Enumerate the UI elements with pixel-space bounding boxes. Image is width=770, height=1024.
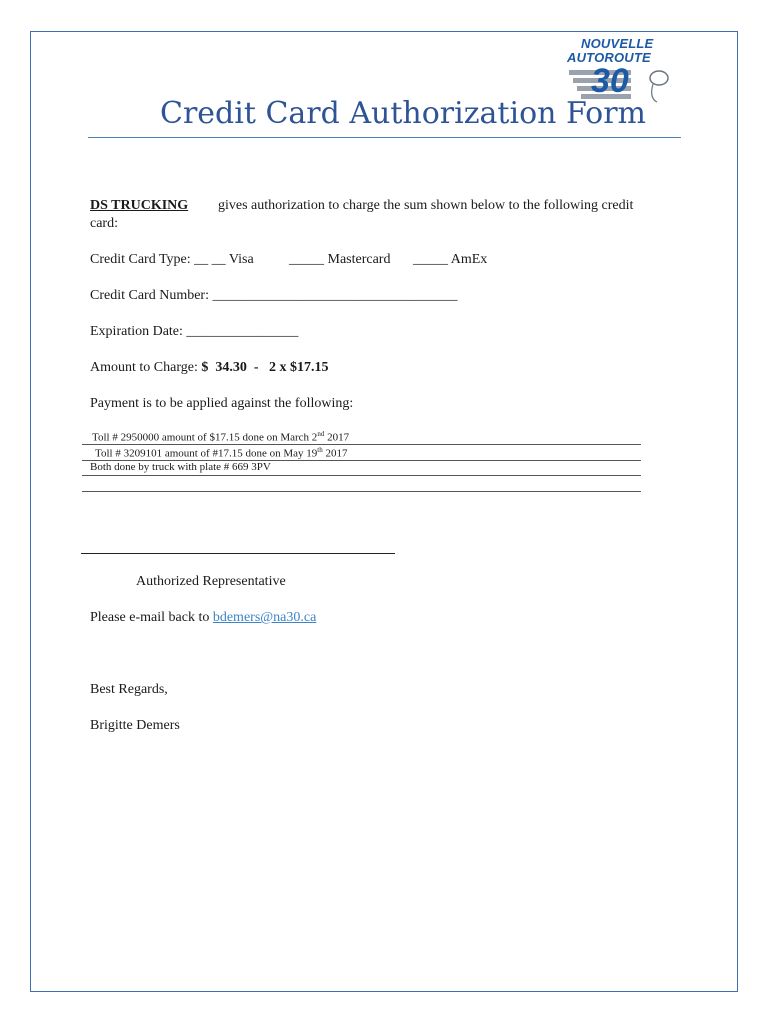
toll-rule-3 [82, 475, 641, 476]
email-row [90, 610, 316, 626]
signature-line [81, 553, 395, 554]
signature-label: Authorized Representative [136, 574, 286, 589]
logo-line2: AUTOROUTE [567, 50, 651, 65]
amount-label: Amount to Charge: [90, 360, 198, 375]
form-title: Credit Card Authorization Form [160, 96, 647, 131]
visa-blank: __ __ [194, 252, 226, 267]
toll-1-suffix: nd [317, 430, 325, 438]
company-name: DS TRUCKING [90, 198, 189, 213]
card-type-label: Credit Card Type: [90, 252, 191, 267]
toll-1-year: 2017 [324, 431, 350, 444]
closing: Best Regards, [90, 682, 168, 697]
toll-rule-4 [82, 491, 641, 492]
card-number-row [90, 288, 457, 304]
expiration-label: Expiration Date: [90, 324, 183, 339]
toll-line-3: Both done by truck with plate # 669 3PV [90, 461, 271, 473]
card-type-row [90, 252, 254, 268]
toll-2-year: 2017 [322, 447, 348, 460]
mastercard-blank: _____ [289, 252, 324, 267]
toll-line-2 [95, 446, 347, 460]
expiration-blank: ________________ [186, 324, 299, 339]
card-number-label: Credit Card Number: [90, 288, 209, 303]
mastercard-option: Mastercard [327, 252, 391, 267]
amex-option: AmEx [450, 252, 488, 267]
intro-text: gives authorization to charge the sum shown below to the following credit [218, 198, 634, 213]
email-prefix: Please e-mail back to [90, 610, 213, 625]
amex-blank: _____ [413, 252, 448, 267]
toll-line-1 [92, 430, 349, 444]
title-underline [88, 137, 681, 138]
intro-text-cont: card: [90, 216, 118, 231]
email-link[interactable]: bdemers@na30.ca [212, 610, 317, 625]
amount-value: $ 34.30 - 2 x $17.15 [201, 360, 329, 375]
amount-row [90, 360, 329, 376]
card-number-blank: ___________________________________ [212, 288, 458, 303]
payment-label: Payment is to be applied against the following: [90, 396, 354, 411]
toll-1-text: Toll # 2950000 amount of $17.15 done on March 2 [92, 431, 318, 444]
toll-rule-1 [82, 444, 641, 445]
mastercard-row [289, 252, 390, 268]
expiration-row [90, 324, 298, 340]
amex-row [413, 252, 487, 268]
visa-option: Visa [228, 252, 254, 267]
toll-2-text: Toll # 3209101 amount of #17.15 done on May 19 [95, 447, 318, 460]
toll-2-suffix: th [317, 446, 323, 454]
page-border [30, 31, 738, 992]
logo-number: 30 [591, 62, 629, 100]
sender-name: Brigitte Demers [90, 718, 180, 733]
logo-line1: NOUVELLE [581, 36, 654, 51]
